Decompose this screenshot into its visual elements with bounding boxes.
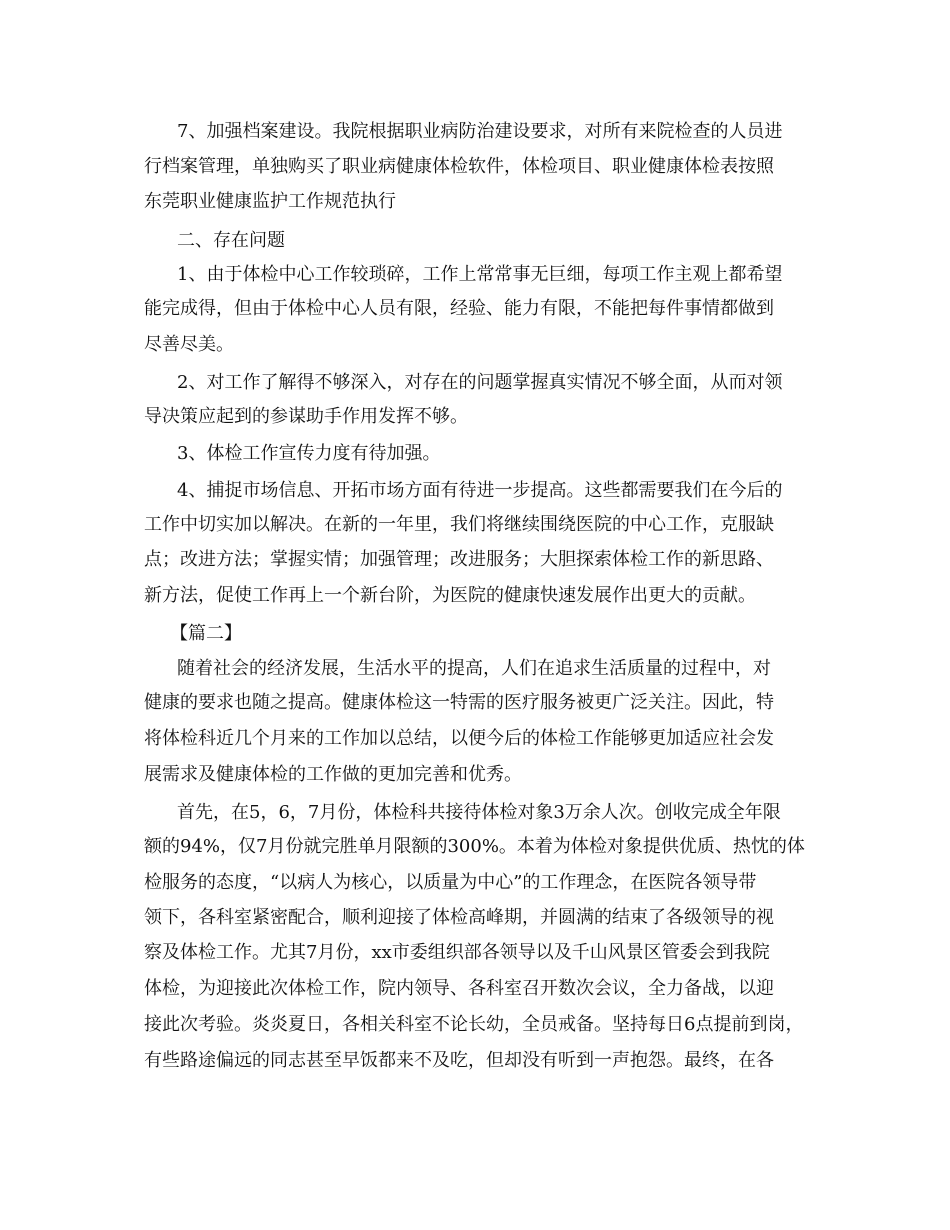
- text-line: 能完成得，但由于体检中心人员有限，经验、能力有限，不能把每件事情都做到: [144, 298, 774, 319]
- text-line: 将体检科近几个月来的工作加以总结，以便今后的体检工作能够更加适应社会发: [144, 728, 774, 749]
- text-line: 有些路途偏远的同志甚至早饭都来不及吃，但却没有听到一声抱怨。最终，在各: [144, 1050, 774, 1071]
- text-line: 体检，为迎接此次体检工作，院内领导、各科室召开数次会议，全力备战，以迎: [144, 978, 774, 999]
- text-line: 2、对工作了解得不够深入，对存在的问题掌握真实情况不够全面，从而对领: [177, 372, 783, 393]
- text-line: 点；改进方法；掌握实情；加强管理；改进服务；大胆探索体检工作的新思路、: [144, 549, 774, 570]
- text-line: 3、体检工作宣传力度有待加强。: [177, 443, 441, 464]
- text-line: 1、由于体检中心工作较琐碎，工作上常常事无巨细，每项工作主观上都希望: [177, 264, 783, 285]
- text-line: 随着社会的经济发展，生活水平的提高，人们在追求生活质量的过程中，对: [177, 658, 771, 679]
- text-line: 尽善尽美。: [144, 334, 234, 355]
- text-line: 工作中切实加以解决。在新的一年里，我们将继续围绕医院的中心工作，克服缺: [144, 514, 774, 535]
- text-line: 新方法，促使工作再上一个新台阶，为医院的健康快速发展作出更大的贡献。: [144, 585, 756, 606]
- text-line: 察及体检工作。尤其7月份，xx市委组织部各领导以及千山风景区管委会到我院: [144, 942, 770, 963]
- text-line: 导决策应起到的参谋助手作用发挥不够。: [144, 406, 468, 427]
- text-line: 领下，各科室紧密配合，顺利迎接了体检高峰期，并圆满的结束了各级领导的视: [144, 907, 774, 928]
- text-line: 接此次考验。炎炎夏日，各相关科室不论长幼，全员戒备。坚持每日6点提前到岗，: [144, 1014, 804, 1035]
- text-line: 健康的要求也随之提高。健康体检这一特需的医疗服务被更广泛关注。因此，特: [144, 692, 774, 713]
- section-heading: 二、存在问题: [177, 230, 285, 251]
- text-line: 展需求及健康体检的工作做的更加完善和优秀。: [144, 764, 522, 785]
- text-line: 额的94%，仅7月份就完胜单月限额的300%。本着为体检对象提供优质、热忱的体: [144, 836, 805, 857]
- text-line: 检服务的态度，“以病人为核心，以质量为中心”的工作理念，在医院各领导带: [144, 872, 757, 893]
- text-line: 东莞职业健康监护工作规范执行: [144, 191, 396, 212]
- text-line: 7、加强档案建设。我院根据职业病防治建设要求，对所有来院检查的人员进: [177, 121, 783, 142]
- text-line: 首先，在5，6，7月份，体检科共接待体检对象3万余人次。创收完成全年限: [177, 802, 781, 823]
- section-heading: 【篇二】: [170, 623, 242, 644]
- text-line: 4、捕捉市场信息、开拓市场方面有待进一步提高。这些都需要我们在今后的: [177, 480, 783, 501]
- text-line: 行档案管理，单独购买了职业病健康体检软件，体检项目、职业健康体检表按照: [144, 156, 774, 177]
